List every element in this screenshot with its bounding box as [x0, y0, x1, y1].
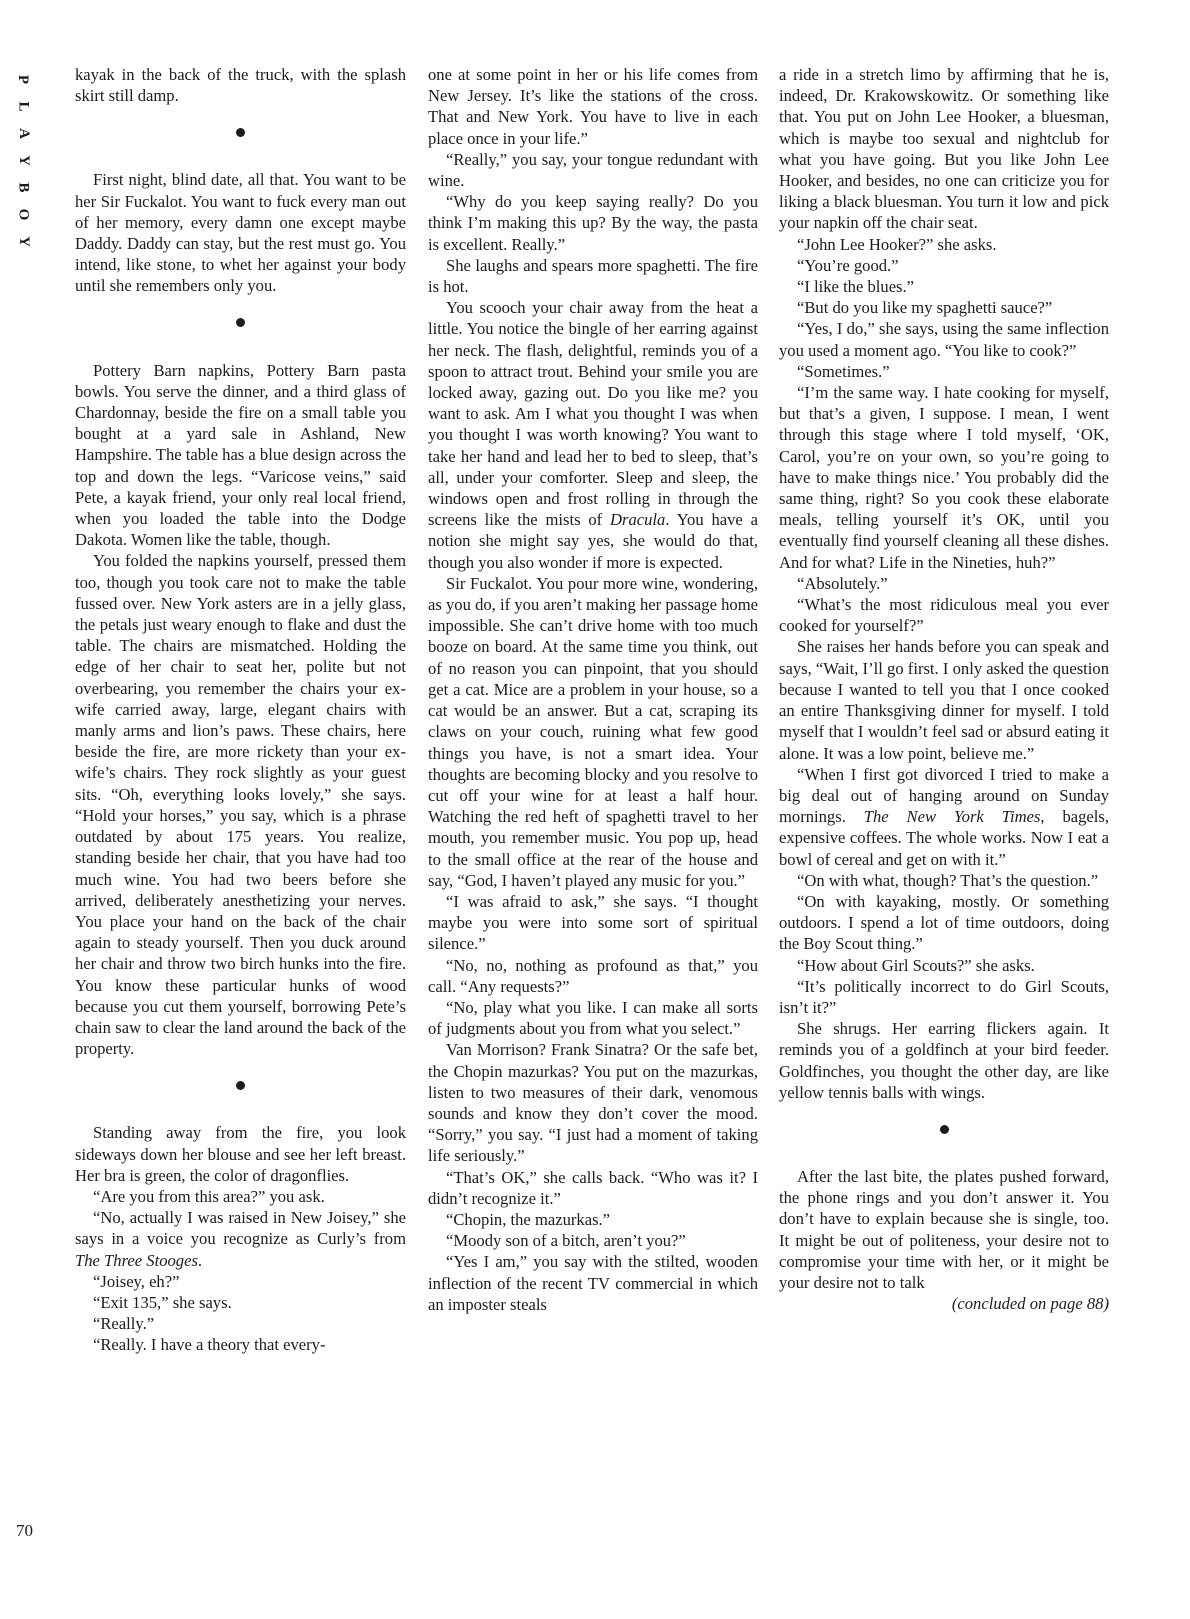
italic-title: The Three Stooges: [75, 1250, 198, 1270]
body-paragraph: [428, 64, 758, 149]
body-paragraph: [779, 255, 1109, 276]
paragraph-text: .: [197, 1250, 203, 1270]
paragraph-text: She laughs and spears more spaghetti. The fire is hot.: [428, 255, 758, 297]
body-paragraph: [428, 255, 758, 297]
body-paragraph: [75, 550, 406, 1059]
body-paragraph: [779, 361, 1109, 382]
body-paragraph: [428, 997, 758, 1039]
paragraph-text: “Yes, I do,” she says, using the same inflection you used a moment ago. “You like to cook?”: [779, 319, 1109, 360]
paragraph-text: She raises her hands before you can speak and says, “Wait, I’ll go first. I only asked the question because I wanted to tell you that I once cooked an entire Thanksgiving dinner for myself. I told myself that I wouldn’t feel sad or absurd eating it alone. It was a low point, believe me.”: [779, 637, 1109, 763]
sidebar-letter: L: [15, 101, 32, 112]
paragraph-text: “Chopin, the mazurkas.”: [446, 1209, 611, 1229]
paragraph-text: “Moody son of a bitch, aren’t you?”: [446, 1231, 686, 1251]
body-paragraph: [779, 318, 1109, 360]
paragraph-text: “On with kayaking, mostly. Or something outdoors. I spend a lot of time outdoors, doing the Boy Scout thing.”: [779, 891, 1109, 954]
paragraph-text: “I’m the same way. I hate cooking for myself, but that’s a given, I suppose. I mean, I went through this stage where I told myself, ‘OK, Carol, you’re on your own, so you’re going to have to make things nice.’ You probably did the same thing, right? So you cook these elaborate meals, telling yourself it’s OK, until you eventually find yourself cleaning all these dishes. And for what? Life in the Nineties, huh?”: [779, 383, 1109, 572]
paragraph-text: “I like the blues.”: [797, 277, 915, 297]
text-column-3: [779, 64, 1109, 1314]
body-paragraph: [428, 1251, 758, 1315]
page-number: 70: [16, 1521, 33, 1540]
body-paragraph: [428, 1230, 758, 1251]
paragraph-text: “Yes I am,” you say with the stilted, wooden inflection of the recent TV commercial in which an imposter steals: [428, 1252, 758, 1314]
italic-title: The New York Times: [863, 807, 1041, 827]
paragraph-text: “Absolutely.”: [797, 573, 888, 593]
body-paragraph: [75, 360, 406, 551]
sidebar-letter: B: [15, 182, 32, 193]
body-paragraph: [779, 955, 1109, 976]
body-paragraph: [75, 1334, 406, 1355]
body-paragraph: [779, 870, 1109, 891]
sidebar-letter: P: [15, 74, 32, 85]
text-column-1: [75, 64, 406, 1356]
sidebar-letter: O: [15, 208, 32, 221]
body-paragraph: [779, 1166, 1109, 1293]
paragraph-text: “No, actually I was raised in New Joisey,” she says in a voice you recognize as Curly’s from: [75, 1208, 406, 1249]
sidebar-letter: Y: [15, 236, 32, 247]
body-paragraph: [75, 1313, 406, 1334]
paragraph-text: Sir Fuckalot. You pour more wine, wondering, as you do, if you aren’t making her passage home impossible. She can’t drive home with too much booze on board. At the same time you think, out of no reason you can pinpoint, that you should get a cat. Mice are a problem in your house, so a cat would be an answer. But a cat, scraping its claws on your couch, ruining what few good things you have, is not a smart idea. Your thoughts are becoming blocky and you resolve to cut off your wine for at least a half hour. Watching the red heft of spaghetti travel to her mouth, you remember music. You pop up, head to the small office at the rear of the house and say, “God, I haven’t played any music for you.”: [428, 573, 758, 890]
italic-title: Dracula: [610, 510, 666, 530]
body-paragraph: [779, 64, 1109, 234]
paragraph-text: After the last bite, the plates pushed forward, the phone rings and you don’t answer it. You don’t have to explain because she is single, too. It might be out of politeness, your desire not to compromise your time with her, or it might be your desire not to talk: [779, 1166, 1109, 1292]
paragraph-text: one at some point in her or his life comes from New Jersey. It’s like the stations of the cross. That and New York. You have to live in each place once in your life.”: [428, 65, 758, 148]
section-break-bullet: [779, 1116, 1109, 1140]
body-paragraph: [779, 636, 1109, 763]
paragraph-text: First night, blind date, all that. You want to be her Sir Fuckalot. You want to fuck every man out of her memory, every damn one except maybe Daddy. Daddy can stay, but the rest must go. You intend, like stone, to whet her against your body until she remembers only you.: [75, 170, 406, 296]
paragraph-text: She shrugs. Her earring flickers again. It reminds you of a goldfinch at your bird feeder. Goldfinches, you thought the other day, are like yellow tennis balls with wings.: [779, 1019, 1109, 1102]
sidebar-letter: Y: [15, 155, 32, 166]
body-paragraph: [75, 1292, 406, 1313]
body-paragraph: [779, 297, 1109, 318]
body-paragraph: [779, 594, 1109, 636]
body-paragraph: [75, 1122, 406, 1186]
paragraph-text: You folded the napkins yourself, pressed them too, though you took care not to make the table fussed over. New York asters are in a jelly glass, the petals just weary enough to flake and dust the table. The chairs are mismatched. Holding the edge of her chair to seat her, polite but not overbearing, you remember the chairs your ex-wife carried away, large, elegant chairs with manly arms and lion’s paws. These chairs, here beside the fire, are more rickety than your ex-wife’s chairs. They rock slightly as your guest sits. “Oh, everything looks lovely,” she says. “Hold your horses,” you say, which is a phrase outdated by about 175 years. You realize, standing beside her chair, that you have had too much wine. You had two beers before she arrived, deliberately anesthetizing your nerves. You place your hand on the back of the chair again to steady yourself. Then you duck around her chair and throw two birch hunks into the fire. You know these particular hunks of wood because you cut them yourself, borrowing Pete’s chain saw to clear the land around the back of the property.: [75, 551, 406, 1059]
body-paragraph: [779, 573, 1109, 594]
paragraph-text: Pottery Barn napkins, Pottery Barn pasta bowls. You serve the dinner, and a third glass of Chardonnay, beside the fire on a small table you bought at a yard sale in Ashland, New Hampshire. The table has a blue design across the top and down the legs. “Varicose veins,” said Pete, a kayak friend, your only real local friend, when you loaded the table into the Dodge Dakota. Women like the table, though.: [75, 360, 407, 550]
paragraph-text: “John Lee Hooker?” she asks.: [797, 234, 997, 254]
body-paragraph: [779, 891, 1109, 955]
paragraph-text: “How about Girl Scouts?” she asks.: [797, 955, 1035, 975]
body-paragraph: [75, 1207, 406, 1271]
body-paragraph: [75, 169, 406, 296]
continuation-note: (concluded on page 88): [951, 1294, 1109, 1314]
magazine-name-vertical: [10, 66, 36, 255]
paragraph-text: “Really. I have a theory that every-: [93, 1335, 326, 1355]
body-paragraph: [428, 1209, 758, 1230]
paragraph-text: “Why do you keep saying really? Do you think I’m making this up? By the way, the pasta is excellent. Really.”: [428, 192, 758, 254]
paragraph-text: “But do you like my spaghetti sauce?”: [797, 298, 1053, 318]
text-column-2: [428, 64, 758, 1315]
paragraph-text: “Are you from this area?” you ask.: [93, 1186, 325, 1206]
paragraph-text: “I was afraid to ask,” she says. “I thought maybe you were into some sort of spiritual silence.”: [428, 891, 758, 954]
body-paragraph: [779, 764, 1109, 870]
paragraph-text: “It’s politically incorrect to do Girl Scouts, isn’t it?”: [779, 976, 1109, 1017]
paragraph-text: “Really,” you say, your tongue redundant with wine.: [428, 149, 758, 191]
paragraph-text: “That’s OK,” she calls back. “Who was it? I didn’t recognize it.”: [428, 1167, 758, 1208]
body-paragraph: [779, 276, 1109, 297]
paragraph-text: Van Morrison? Frank Sinatra? Or the safe bet, the Chopin mazurkas? You put on the mazurkas, listen to two measures of their dark, venomous sounds and know they don’t cover the mood. “Sorry,” you say. “I just had a moment of taking life seriously.”: [428, 1040, 758, 1166]
paragraph-text: You scooch your chair away from the heat a little. You notice the bingle of her earring against her neck. The flash, delightful, reminds you of a spoon to attract trout. Behind your smile you are locked away, gazing out. Do you like me? you want to ask. Am I what you thought I was when you thought I was worth knowing? You want to take her hand and lead her to bed to sleep, that’s all, under your comforter. Sleep and sleep, the windows open and frost rolling in through the screens like the mists of: [428, 298, 758, 530]
body-paragraph: [428, 573, 758, 891]
paragraph-text: “Really.”: [93, 1314, 155, 1334]
body-paragraph: [428, 955, 758, 997]
body-paragraph: [779, 234, 1109, 255]
body-paragraph: [779, 976, 1109, 1018]
paragraph-text: “On with what, though? That’s the question.”: [797, 870, 1099, 890]
paragraph-text: a ride in a stretch limo by affirming that he is, indeed, Dr. Krakowskowitz. Or something like that. You put on John Lee Hooker, a bluesman, which is maybe too sexual and nightclub for what you have going. But you like John Lee Hooker, and besides, no one can criticize you for liking a black bluesman. You turn it low and pick your napkin off the chair seat.: [779, 65, 1109, 233]
paragraph-text: “You’re good.”: [797, 255, 899, 275]
paragraph-text: “Sometimes.”: [797, 361, 890, 381]
body-paragraph: [75, 64, 406, 106]
body-paragraph: [779, 1018, 1109, 1103]
paragraph-text: “Exit 135,” she says.: [93, 1292, 232, 1312]
paragraph-text: . You have a notion she might say yes, she would do that, though you also wonder if more is expected.: [428, 510, 758, 572]
paragraph-text: “No, no, nothing as profound as that,” you call. “Any requests?”: [428, 955, 758, 996]
body-paragraph: [75, 1186, 406, 1207]
section-break-bullet: [75, 310, 406, 334]
paragraph-text: Standing away from the fire, you look sideways down her blouse and see her left breast. Her bra is green, the color of dragonflies.: [75, 1123, 406, 1185]
paragraph-text: “Joisey, eh?”: [93, 1271, 180, 1291]
body-paragraph: [779, 382, 1109, 573]
section-break-bullet: [75, 119, 406, 143]
section-break-bullet: [75, 1072, 406, 1096]
body-paragraph: [75, 1271, 406, 1292]
body-paragraph: [428, 191, 758, 255]
sidebar-letter: A: [15, 128, 32, 139]
paragraph-text: “When I first got divorced I tried to make a big deal out of hanging around on Sunday mornings.: [779, 764, 1109, 827]
body-paragraph: [428, 149, 758, 191]
body-paragraph: [428, 297, 758, 573]
paragraph-text: “No, play what you like. I can make all sorts of judgments about you from what you select.”: [428, 997, 758, 1039]
paragraph-text: , bagels, expensive coffees. The whole works. Now I eat a bowl of cereal and get on with it.”: [779, 807, 1109, 869]
body-paragraph: [428, 891, 758, 955]
paragraph-text: kayak in the back of the truck, with the splash skirt still damp.: [75, 65, 406, 106]
paragraph-text: “What’s the most ridiculous meal you ever cooked for yourself?”: [779, 595, 1109, 636]
body-paragraph: [428, 1039, 758, 1166]
body-paragraph: [428, 1167, 758, 1209]
